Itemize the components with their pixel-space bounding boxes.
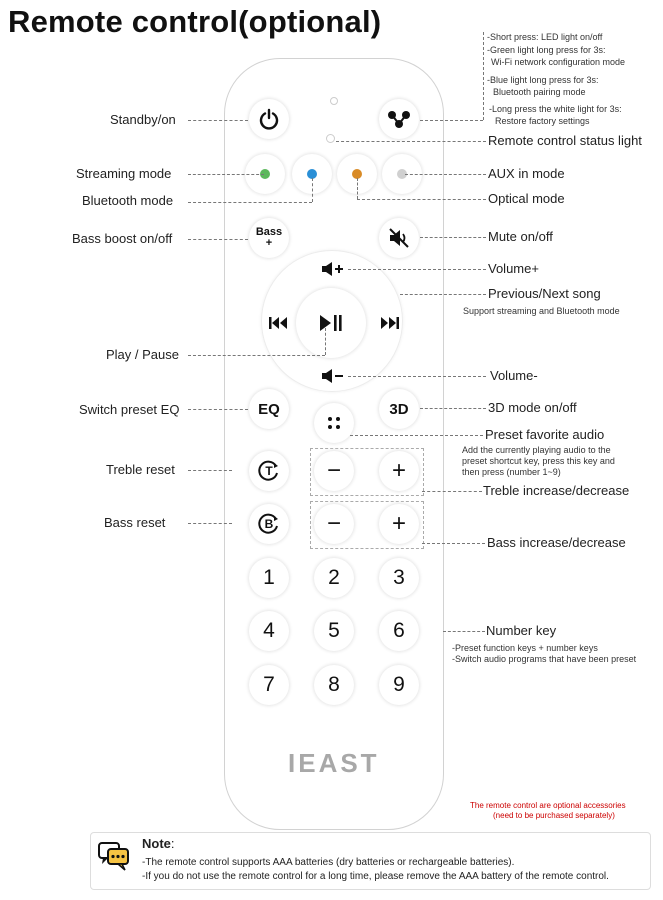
3d-leader (420, 408, 486, 409)
optical-label: Optical mode (488, 191, 565, 206)
prev-next-sublabel: Support streaming and Bluetooth mode (463, 306, 620, 316)
mute-button[interactable] (379, 218, 419, 258)
number-key-6[interactable]: 6 (379, 611, 419, 651)
optical-leader-v (357, 178, 358, 199)
volume-down-label: Volume- (490, 368, 538, 383)
note-chat-icon (98, 841, 130, 876)
bluetooth-leader (188, 202, 312, 203)
switch-eq-leader (188, 409, 248, 410)
power-button[interactable] (249, 99, 289, 139)
brand-logo: IEAST (288, 748, 380, 778)
status-light-leader (336, 141, 486, 142)
switch-eq-label: Switch preset EQ (79, 402, 180, 417)
treble-letter: T (265, 464, 273, 478)
treble-incdec-leader (422, 491, 482, 492)
3d-button[interactable]: 3D (379, 389, 419, 429)
bass-incdec-label: Bass increase/decrease (487, 535, 626, 550)
number-key-8[interactable]: 8 (314, 665, 354, 705)
accessory-note-line2: (need to be purchased separately) (493, 811, 615, 820)
led-leader (420, 120, 483, 121)
status-light-top (330, 97, 338, 105)
bluetooth-leader-v (312, 178, 313, 202)
status-light (326, 134, 335, 143)
note-line-1: -The remote control supports AAA batteries (dry batteries or rechargeable batteries). (142, 857, 515, 868)
bass-label: Bass (255, 226, 283, 238)
led-button[interactable] (379, 99, 419, 139)
number-key-1[interactable]: 1 (249, 558, 289, 598)
play-pause-leader (188, 355, 325, 356)
led-info-bracket (483, 32, 484, 120)
number-key-sub-1: -Preset function keys + number keys (452, 643, 598, 653)
play-pause-button[interactable] (296, 288, 366, 358)
standby-label: Standby/on (110, 112, 176, 127)
previous-icon (268, 316, 288, 330)
number-key-9[interactable]: 9 (379, 665, 419, 705)
next-icon (380, 316, 400, 330)
treble-minus-button[interactable]: − (314, 451, 354, 491)
optical-leader (357, 199, 486, 200)
volume-down-leader (348, 376, 486, 377)
play-pause-label: Play / Pause (106, 347, 179, 362)
number-key-sub-2: -Switch audio programs that have been preset (452, 654, 637, 664)
bass-plus-label: + (265, 237, 273, 249)
preset-favorite-button[interactable] (314, 403, 354, 443)
favorite-dots-icon (327, 416, 341, 430)
streaming-leader (188, 174, 264, 175)
aux-label: AUX in mode (488, 166, 565, 181)
treble-plus-button[interactable]: + (379, 451, 419, 491)
bluetooth-label: Bluetooth mode (82, 193, 174, 208)
mute-leader (420, 237, 486, 238)
play-pause-leader-v (325, 328, 326, 355)
preset-fav-label: Preset favorite audio (485, 427, 605, 442)
led-blue-long: -Blue light long press for 3s: (487, 75, 599, 85)
mute-label: Mute on/off (488, 229, 553, 244)
streaming-label: Streaming mode (76, 166, 172, 181)
preset-fav-desc-3: then press (number 1~9) (462, 467, 561, 477)
number-key-2[interactable]: 2 (314, 558, 354, 598)
bass-reset-button[interactable] (249, 504, 289, 544)
next-button[interactable] (376, 312, 404, 334)
3d-label: 3D mode on/off (488, 400, 577, 415)
number-key-label: Number key (486, 623, 557, 638)
bass-incdec-leader (422, 543, 485, 544)
volume-up-icon (321, 261, 345, 277)
treble-reset-button[interactable] (249, 451, 289, 491)
number-key-7[interactable]: 7 (249, 665, 289, 705)
volume-up-label: Volume+ (488, 261, 539, 276)
number-key-5[interactable]: 5 (314, 611, 354, 651)
standby-leader (188, 120, 248, 121)
led-green-long: -Green light long press for 3s: (487, 45, 606, 55)
led-white-long: -Long press the white light for 3s: (489, 104, 622, 114)
bass-minus-button[interactable]: − (314, 504, 354, 544)
dots-icon (387, 108, 411, 130)
led-green-long-desc: Wi-Fi network configuration mode (491, 57, 626, 67)
power-icon (258, 108, 280, 130)
preset-fav-desc-1: Add the currently playing audio to the (462, 445, 611, 455)
bass-reset-leader (188, 523, 232, 524)
bass-boost-leader (188, 239, 248, 240)
number-key-leader (443, 631, 485, 632)
treble-reset-leader (188, 470, 232, 471)
status-light-label: Remote control status light (488, 133, 642, 148)
number-key-3[interactable]: 3 (379, 558, 419, 598)
note-line-2: -If you do not use the remote control for a long time, please remove the AAA battery of the remote control. (142, 871, 609, 882)
eq-button[interactable]: EQ (249, 389, 289, 429)
page-title: Remote control(optional) (8, 4, 382, 39)
play-pause-icon (318, 314, 344, 332)
aux-leader (405, 174, 486, 175)
led-white-long-desc: Restore factory settings (495, 116, 590, 126)
led-blue-long-desc: Bluetooth pairing mode (493, 87, 586, 97)
bass-boost-button[interactable] (249, 218, 289, 258)
treble-reset-label: Treble reset (106, 462, 175, 477)
prev-next-leader (400, 294, 486, 295)
prev-next-label: Previous/Next song (488, 286, 601, 301)
preset-fav-leader (350, 435, 483, 436)
volume-up-button[interactable] (318, 258, 348, 280)
volume-down-icon (321, 368, 345, 384)
treble-incdec-label: Treble increase/decrease (483, 483, 630, 498)
led-short-press: -Short press: LED light on/off (487, 32, 603, 42)
bass-letter: B (264, 517, 274, 531)
previous-button[interactable] (264, 312, 292, 334)
bass-reset-label: Bass reset (104, 515, 166, 530)
bass-plus-button[interactable]: + (379, 504, 419, 544)
note-heading: Note: (142, 836, 175, 851)
volume-up-leader (348, 269, 486, 270)
number-key-4[interactable]: 4 (249, 611, 289, 651)
mute-icon (387, 227, 411, 249)
volume-down-button[interactable] (318, 365, 348, 387)
preset-fav-desc-2: preset shortcut key, press this key and (462, 456, 615, 466)
bass-boost-label: Bass boost on/off (72, 231, 173, 246)
accessory-note-line1: The remote control are optional accessories (470, 801, 626, 810)
